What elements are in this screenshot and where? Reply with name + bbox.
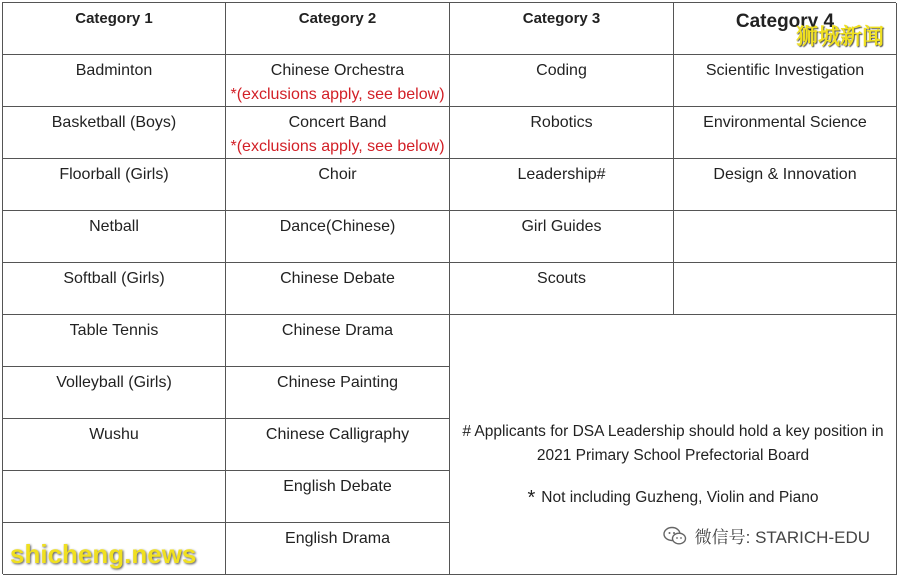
table-cell: Volleyball (Girls) [3,367,226,419]
table-cell: Leadership# [450,159,674,211]
table-cell: Scouts [450,263,674,315]
table-cell: Chinese Painting [226,367,450,419]
watermark-bottom-left: shicheng.news [10,539,197,569]
exclusions-footnote [528,486,819,510]
leadership-footnote-line-1: # Applicants for DSA Leadership should hold a key position in [462,422,884,440]
table-cell: Chinese Calligraphy [226,419,450,471]
table-cell: English Drama [226,523,450,575]
exclusions-note: *(exclusions apply, see below) [230,86,445,103]
cell-label: Concert Band [288,114,387,131]
header-category-3: Category 3 [450,3,674,55]
table-cell: Table Tennis [3,315,226,367]
table-cell: Robotics [450,107,674,159]
table-cell: Design & Innovation [674,159,897,211]
table-cell: Coding [450,55,674,107]
table-cell: Floorball (Girls) [3,159,226,211]
header-category-4: Category 4 [674,3,897,55]
watermark-top-right: 狮城新闻 [795,24,884,49]
table-cell: Wushu [3,419,226,471]
table-cell: Environmental Science [674,107,897,159]
table-cell-empty [674,211,897,263]
table-cell: Choir [226,159,450,211]
table-cell [226,55,450,107]
table-cell-empty [3,471,226,523]
table-cell [226,107,450,159]
exclusions-note: *(exclusions apply, see below) [230,138,445,155]
table-cell: Netball [3,211,226,263]
table-cell-empty [674,263,897,315]
table-cell: Chinese Debate [226,263,450,315]
header-category-2: Category 2 [226,3,450,55]
wechat-icon [663,526,687,546]
exclusions-footnote-text: Not including Guzheng, Violin and Piano [541,488,819,506]
wechat-id-text: 微信号: STARICH-EDU [694,528,870,547]
leadership-footnote-line-2: 2021 Primary School Prefectorial Board [536,446,810,464]
table-cell: Badminton [3,55,226,107]
dsa-category-table [2,2,896,574]
table-cell: English Debate [226,471,450,523]
table-cell: Scientific Investigation [674,55,897,107]
table-cell: Dance(Chinese) [226,211,450,263]
cell-label: Chinese Orchestra [270,62,405,79]
asterisk-marker: * [527,486,536,509]
table-cell: Chinese Drama [226,315,450,367]
wechat-watermark [663,523,870,548]
table-cell: Softball (Girls) [3,263,226,315]
table-cell: Girl Guides [450,211,674,263]
table-cell: Basketball (Boys) [3,107,226,159]
header-category-1: Category 1 [3,3,226,55]
